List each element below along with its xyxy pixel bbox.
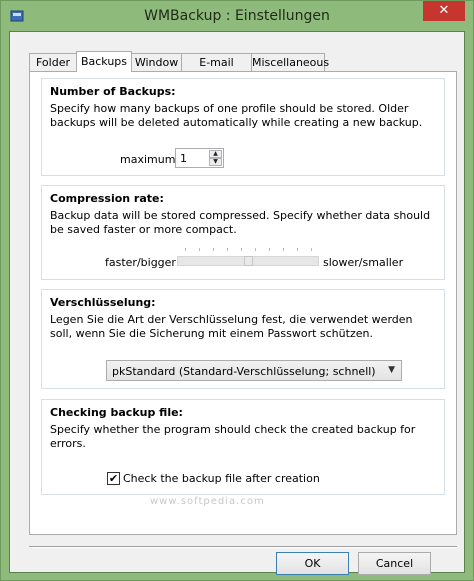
close-button[interactable]: ✕ [423,1,465,21]
title-bar[interactable] [1,1,473,31]
group-checking-backup [41,399,445,495]
tab-miscellaneous[interactable]: Miscellaneous [251,53,325,71]
group-description: Specify whether the program should check the created backup for errors. [50,423,416,450]
stepper-up-icon[interactable]: ▲ [209,150,222,158]
tab-backups[interactable]: Backups [76,51,132,72]
group-number-of-backups [41,78,445,176]
slider-thumb[interactable] [244,256,253,266]
chevron-down-icon[interactable]: ▼ [388,365,395,375]
group-title: Verschlüsselung: [50,296,156,309]
group-compression-rate [41,185,445,280]
tab-window[interactable]: Window [131,53,182,71]
check-backup-checkbox[interactable]: ✔ [108,472,119,485]
group-description: Backup data will be stored compressed. Specify whether data should be saved faster or more compact. [50,209,431,236]
maximum-value[interactable]: 1 [180,152,187,165]
encryption-select[interactable] [106,360,402,381]
group-encryption [41,289,445,389]
group-title: Number of Backups: [50,85,176,98]
slider-left-label: faster/bigger [105,256,176,269]
window-title: WMBackup : Einstellungen [144,8,330,24]
watermark: www.softpedia.com [150,496,265,507]
group-title: Checking backup file: [50,406,183,419]
cancel-button[interactable]: Cancel [358,552,431,575]
tab-email-client[interactable]: E-mail [181,53,252,71]
maximum-stepper[interactable] [175,148,224,168]
group-description: Legen Sie die Art der Verschlüsselung fest, die verwendet werden soll, wenn Sie die Sicherung mit einem Passwort schützen. [50,313,413,340]
ok-button[interactable]: OK [276,552,349,575]
group-description: Specify how many backups of one profile should be stored. Older backups will be deleted automatically while creating a new backup. [50,102,423,129]
check-backup-label[interactable]: Check the backup file after creation [123,472,320,485]
divider [29,546,457,548]
encryption-select-value: pkStandard (Standard-Verschlüsselung; schnell) [112,365,376,378]
tab-folder[interactable]: Folder [29,53,77,71]
stepper-down-icon[interactable]: ▼ [209,158,222,166]
maximum-label: maximum [120,153,176,166]
compression-slider[interactable] [177,248,319,270]
tab-panel-backups [29,71,457,535]
slider-right-label: slower/smaller [323,256,404,269]
dialog-client-area [9,31,465,573]
group-title: Compression rate: [50,192,164,205]
